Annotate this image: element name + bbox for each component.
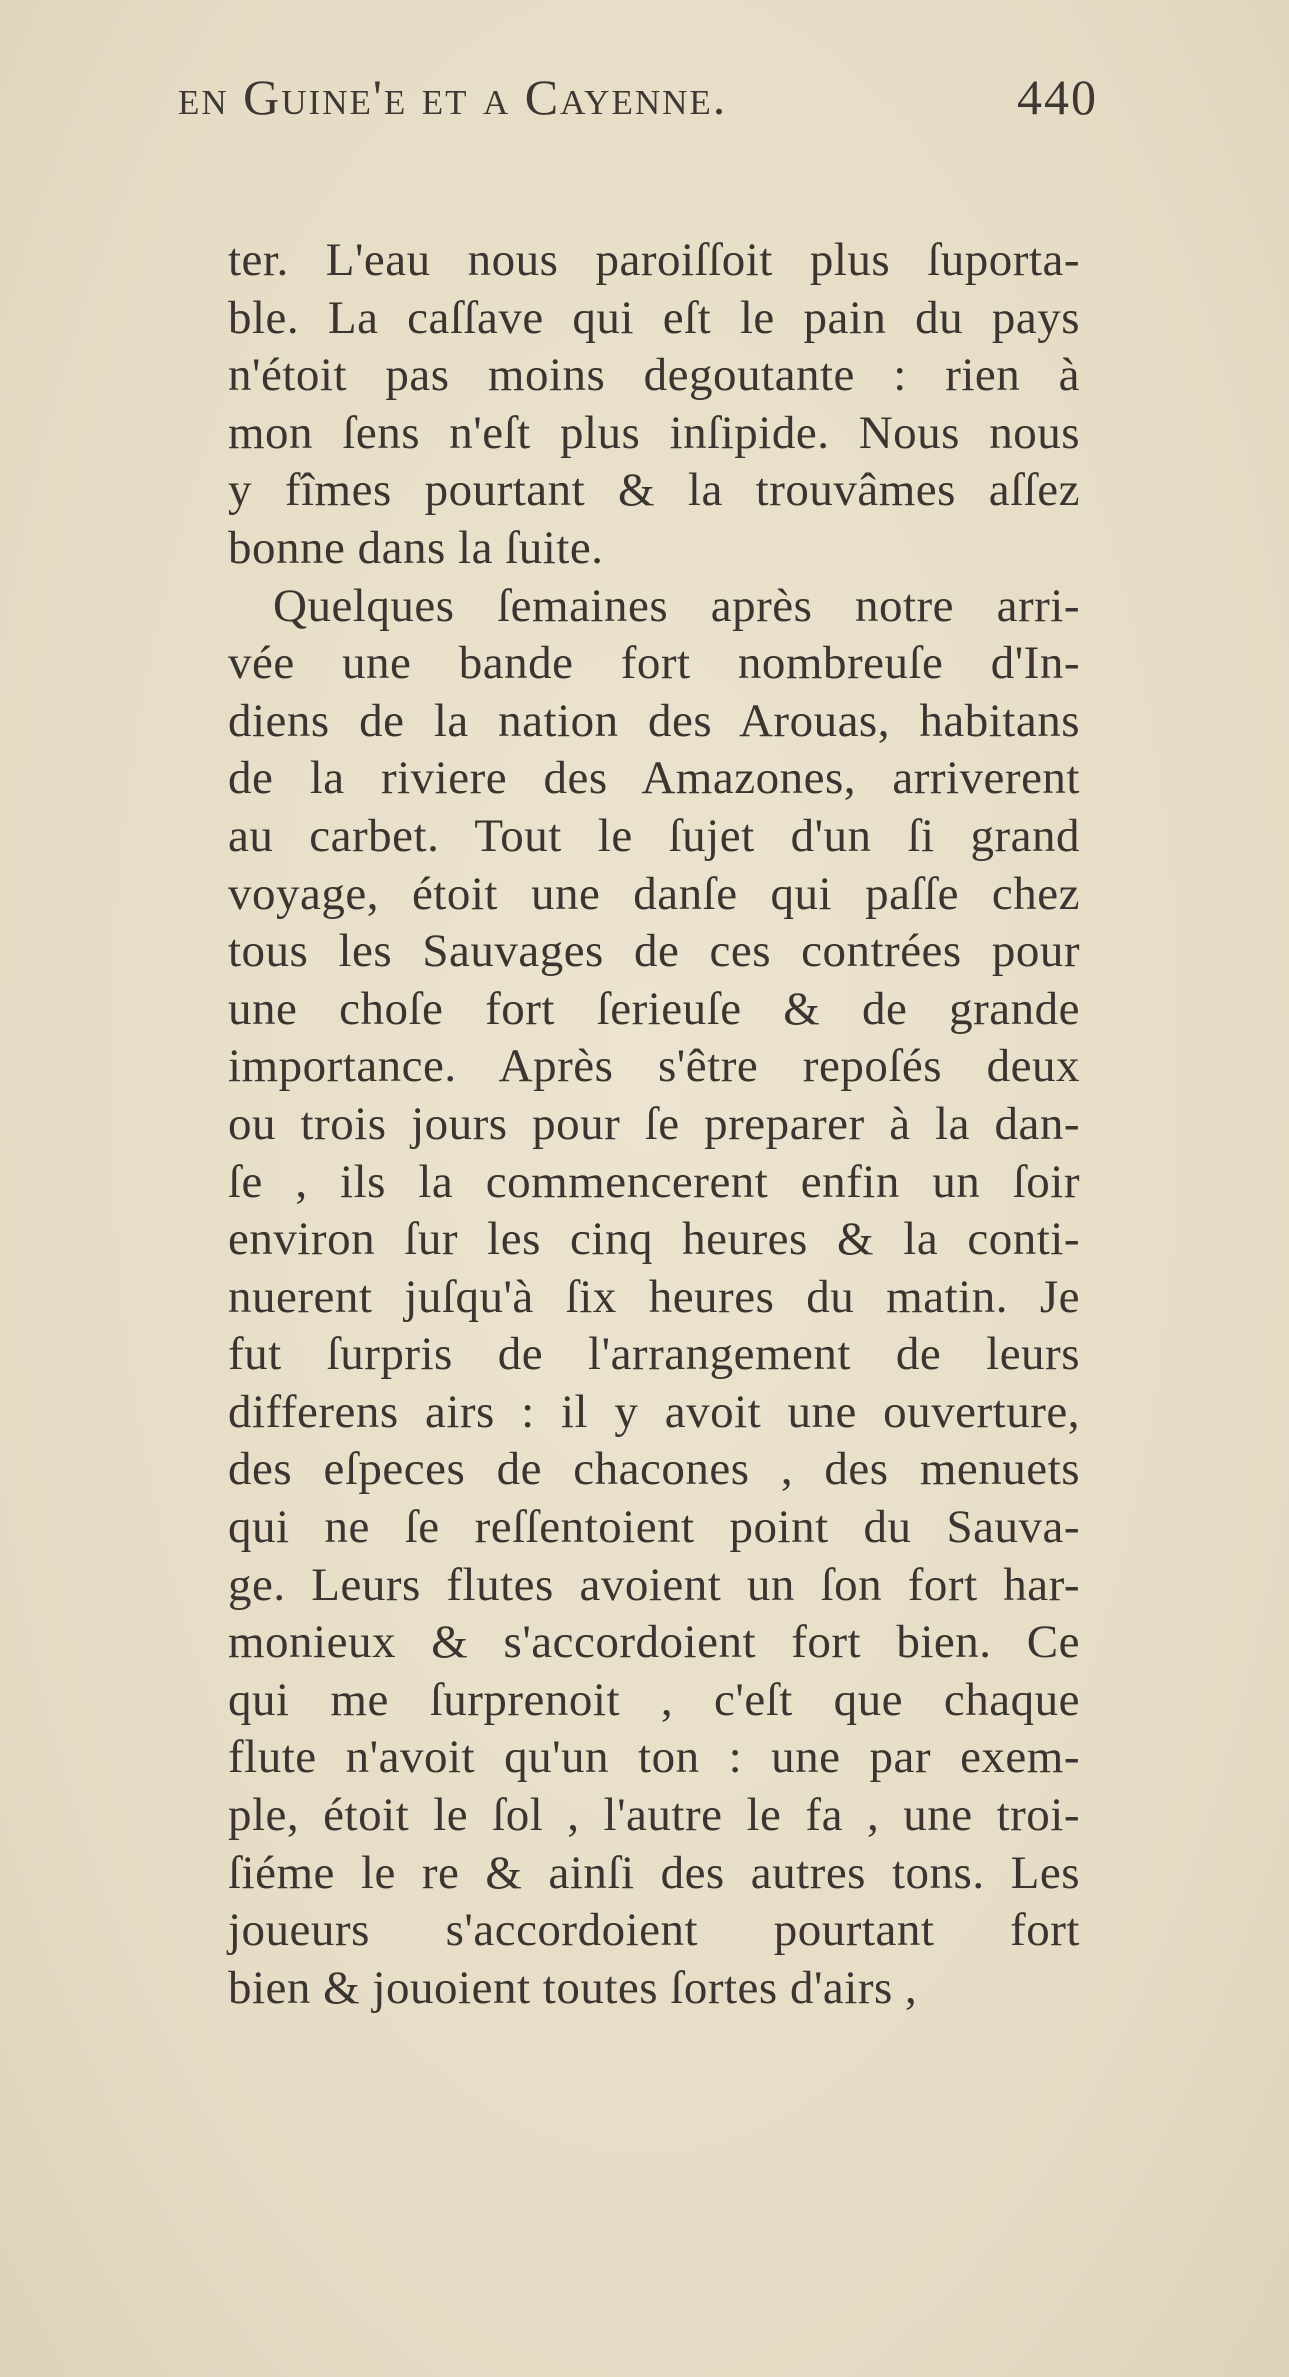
text-line: tous les Sauvages de ces contrées pour — [228, 925, 1080, 978]
text-line: Quelques ſemaines après notre arri- — [273, 579, 1080, 632]
text-line: ou trois jours pour ſe preparer à la dan- — [228, 1097, 1080, 1150]
running-header — [178, 68, 1098, 138]
text-line: importance. Après s'être repoſés deux — [228, 1040, 1080, 1093]
text-line: differens airs : il y avoit une ouverture, — [228, 1385, 1080, 1438]
text-line: qui me ſurprenoit , c'eſt que chaque — [228, 1673, 1080, 1726]
text-line: de la riviere des Amazones, arriverent — [228, 752, 1080, 805]
text-line: bonne dans la ſuite. — [228, 521, 604, 574]
text-line: environ ſur les cinq heures & la conti- — [228, 1213, 1080, 1266]
text-line: une choſe fort ſerieuſe & de grande — [228, 982, 1080, 1035]
text-line: flute n'avoit qu'un ton : une par exem- — [228, 1731, 1080, 1784]
text-line: vée une bande fort nombreuſe d'In- — [228, 637, 1080, 690]
text-line: diens de la nation des Arouas, habitans — [228, 694, 1080, 747]
text-line: des eſpeces de chacones , des menuets — [228, 1443, 1080, 1496]
text-line: n'étoit pas moins degoutante : rien à — [228, 349, 1080, 402]
text-line: monieux & s'accordoient fort bien. Ce — [228, 1616, 1080, 1669]
text-line: au carbet. Tout le ſujet d'un ſi grand — [228, 809, 1080, 862]
text-line: mon ſens n'eſt plus inſipide. Nous nous — [228, 406, 1080, 459]
text-line: ter. L'eau nous paroiſſoit plus ſuporta- — [228, 234, 1080, 286]
running-title: en Guine'e et a Cayenne. — [178, 69, 728, 125]
text-line: joueurs s'accordoient pourtant fort — [228, 1904, 1080, 1957]
body-text — [228, 232, 1080, 2017]
text-line: ge. Leurs flutes avoient un ſon fort har- — [228, 1558, 1080, 1611]
text-line: ſiéme le re & ainſi des autres tons. Les — [228, 1846, 1080, 1899]
text-line: ble. La caſſave qui eſt le pain du pays — [228, 291, 1080, 344]
text-line: fut ſurpris de l'arrangement de leurs — [228, 1328, 1080, 1381]
text-line: voyage, étoit une danſe qui paſſe chez — [228, 867, 1080, 920]
text-line: bien & jouoient toutes ſortes d'airs , — [228, 1961, 918, 2014]
text-line: nuerent juſqu'à ſix heures du matin. Je — [228, 1270, 1080, 1323]
text-line: qui ne ſe reſſentoient point du Sauva- — [228, 1501, 1080, 1554]
text-line: y fîmes pourtant & la trouvâmes aſſez — [228, 464, 1080, 517]
text-line: ple, étoit le ſol , l'autre le fa , une troi- — [228, 1789, 1080, 1842]
text-line: ſe , ils la commencerent enfin un ſoir — [228, 1155, 1080, 1208]
page-number: 440 — [1017, 69, 1098, 125]
